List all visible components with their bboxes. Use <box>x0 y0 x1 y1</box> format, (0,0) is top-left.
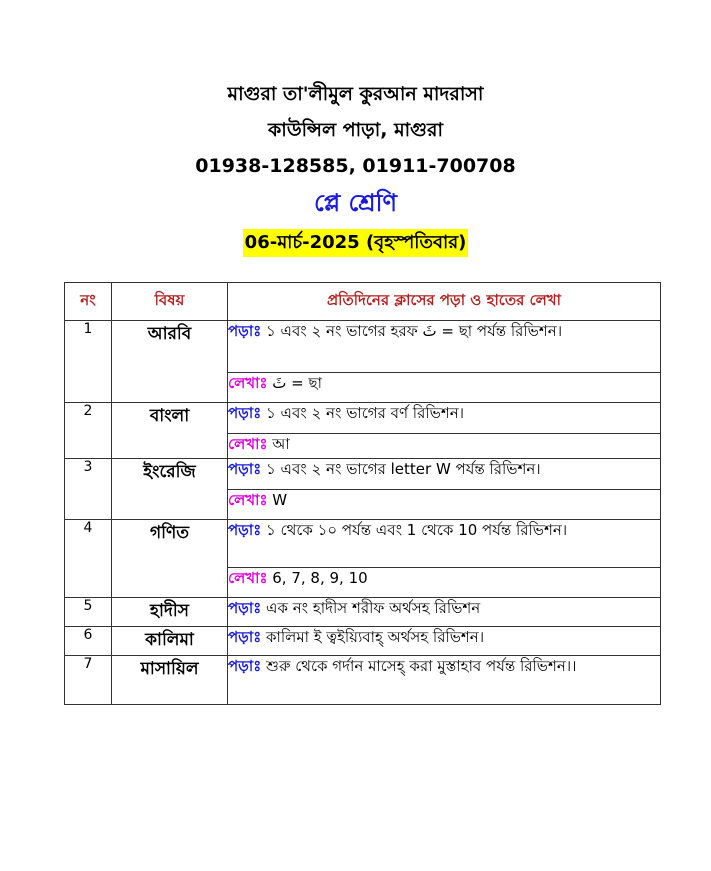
header-lesson: প্রতিদিনের ক্লাসের পড়া ও হাতের লেখা <box>228 283 661 321</box>
row-number: 4 <box>65 520 112 598</box>
reading-text: কালিমা ই ত্বইয়্যিবাহ্ অর্থসহ রিভিশন। <box>266 628 485 646</box>
institution-phones: 01938-128585, 01911-700708 <box>195 155 516 177</box>
class-title: প্লে শ্রেণি <box>313 189 398 217</box>
table-row <box>65 598 661 627</box>
reading-cell <box>228 627 661 656</box>
institution-name: মাগুরা তা'লীমুল কুরআন মাদরাসা <box>227 83 484 105</box>
reading-label: পড়াঃ <box>228 322 262 340</box>
reading-label: পড়াঃ <box>228 521 262 539</box>
row-number: 5 <box>65 598 112 627</box>
row-subject: আরবি <box>112 321 228 403</box>
institution-header <box>0 76 711 184</box>
row-number: 6 <box>65 627 112 656</box>
row-number: 2 <box>65 403 112 459</box>
reading-text: ১ এবং ২ নং ভাগের বর্ণ রিভিশন। <box>266 404 465 422</box>
row-number: 1 <box>65 321 112 403</box>
row-subject: গণিত <box>112 520 228 598</box>
reading-cell <box>228 656 661 705</box>
writing-text: W <box>272 491 288 509</box>
writing-text: 6, 7, 8, 9, 10 <box>272 569 368 587</box>
reading-text: ১ এবং ২ নং ভাগের হরফ ثَ = ছা পর্যন্ত রিভিশন। <box>266 322 563 340</box>
date-label: 06-মার্চ-2025 (বৃহস্পতিবার) <box>243 229 469 257</box>
header-subject: বিষয় <box>112 283 228 321</box>
row-number: 7 <box>65 656 112 705</box>
writing-text: ثَ = ছা <box>272 374 322 392</box>
reading-cell <box>228 520 661 568</box>
writing-label: লেখাঃ <box>228 569 268 587</box>
header-number: নং <box>65 283 112 321</box>
row-subject: হাদীস <box>112 598 228 627</box>
row-subject: বাংলা <box>112 403 228 459</box>
reading-text: ১ থেকে ১০ পর্যন্ত এবং 1 থেকে 10 পর্যন্ত রিভিশন। <box>266 521 568 539</box>
reading-cell <box>228 403 661 434</box>
row-number: 3 <box>65 459 112 520</box>
writing-label: লেখাঃ <box>228 374 268 392</box>
writing-cell <box>228 373 661 403</box>
reading-cell <box>228 598 661 627</box>
class-routine-table <box>64 282 661 705</box>
reading-text: ১ এবং ২ নং ভাগের letter W পর্যন্ত রিভিশন। <box>266 460 541 478</box>
reading-text: শুরু থেকে গর্দান মাসেহ্ করা মুস্তাহাব পর্যন্ত রিভিশন।। <box>266 657 577 675</box>
writing-text: আ <box>272 435 290 453</box>
reading-label: পড়াঃ <box>228 657 262 675</box>
table-row <box>65 627 661 656</box>
reading-label: পড়াঃ <box>228 404 262 422</box>
institution-address: কাউন্সিল পাড়া, মাগুরা <box>268 119 443 141</box>
table-row <box>65 459 661 490</box>
table-header-row <box>65 283 661 321</box>
writing-label: লেখাঃ <box>228 435 268 453</box>
writing-cell <box>228 434 661 459</box>
table-body <box>65 321 661 705</box>
table-row <box>65 321 661 373</box>
reading-cell <box>228 459 661 490</box>
writing-cell <box>228 568 661 598</box>
row-subject: মাসায়িল <box>112 656 228 705</box>
reading-label: পড়াঃ <box>228 599 262 617</box>
writing-cell <box>228 490 661 520</box>
table-row <box>65 520 661 568</box>
reading-text: এক নং হাদীস শরীফ অর্থসহ রিভিশন <box>266 599 481 617</box>
date-container <box>0 229 711 257</box>
reading-label: পড়াঃ <box>228 628 262 646</box>
table-row <box>65 656 661 705</box>
reading-cell <box>228 321 661 373</box>
writing-label: লেখাঃ <box>228 491 268 509</box>
reading-label: পড়াঃ <box>228 460 262 478</box>
row-subject: ইংরেজি <box>112 459 228 520</box>
row-subject: কালিমা <box>112 627 228 656</box>
table-row <box>65 403 661 434</box>
